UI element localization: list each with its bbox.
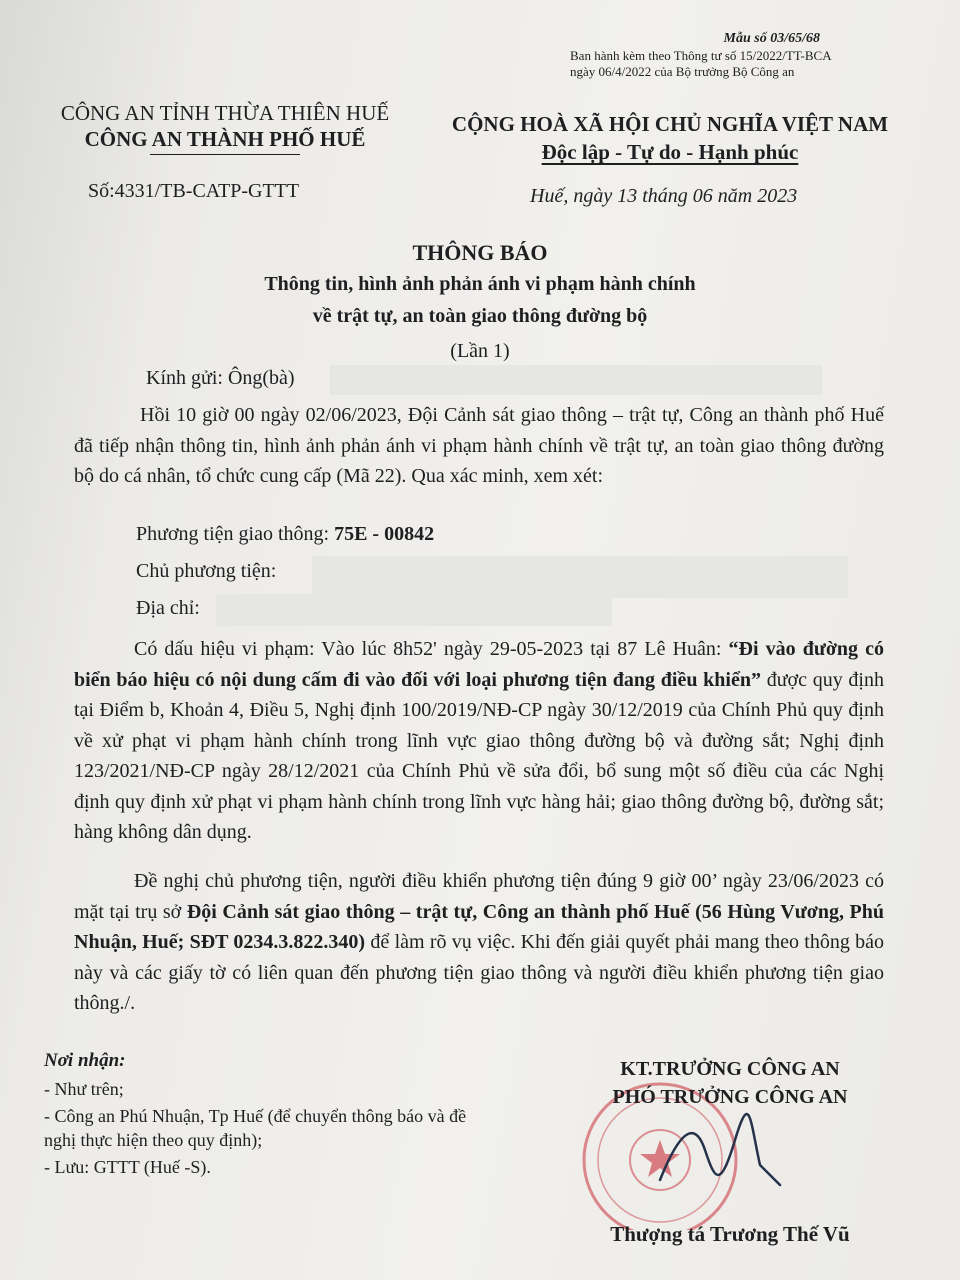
request-instructions: để làm rõ vụ việc. Khi đến giải quyết phải mang theo thông báo này và các giấy tờ có liên quan đến phương tiện giao thông và người điều khiển phương tiện giao thông./. [74, 931, 885, 1014]
violation-legal-basis: được quy định tại Điểm b, Khoản 4, Điều 5, Nghị định 100/2019/NĐ-CP ngày 30/12/2019 của Chính Phủ quy định về xử phạt vi phạm hành chính trong lĩnh vực giao thông đường bộ và đường sắt; Nghị định 123/2021/NĐ-CP ngày 28/12/2021 của Chính Phủ về sửa đổi, bổ sung một số điều của các Nghị định quy định xử phạt vi phạm hành chính trong lĩnh vực hàng hải; giao thông đường bộ, đường sắt; hàng không dân dụng. [74, 668, 884, 843]
vehicle-label: Phương tiện giao thông: [136, 523, 330, 545]
request-location: Đội Cảnh sát giao thông – trật tự, Công an thành phố Huế (56 Hùng Vương, Phú Nhuận, Huế; SĐT 0234.3.822.340) [74, 900, 884, 953]
recipient-item: - Công an Phú Nhuận, Tp Huế (để chuyển thông báo và đề nghị thực hiện theo quy định); [44, 1106, 467, 1150]
request-paragraph [74, 866, 884, 1019]
document-number: Số:4331/TB-CATP-GTTT [88, 180, 300, 202]
recipient-item: - Như trên; [44, 1079, 124, 1099]
issuing-office: CÔNG AN THÀNH PHỐ HUẾ [84, 127, 366, 151]
form-code: Mẫu số 03/65/68 [723, 31, 820, 46]
document-title: THÔNG BÁO [412, 240, 548, 265]
handwritten-signature-icon [650, 1110, 790, 1200]
office-underline [150, 154, 300, 155]
greeting: Kính gửi: Ông(bà) [146, 367, 295, 389]
intro-paragraph: Hồi 10 giờ 00 ngày 02/06/2023, Đội Cảnh sát giao thông – trật tự, Công an thành phố Huế đã tiếp nhận thông tin, hình ảnh phản ánh vi phạm hành chính về trật tự, an toàn giao thông đường bộ do cá nhân, tổ chức cung cấp (Mã 22). Qua xác minh, xem xét: [74, 404, 884, 487]
violation-time-place: Có dấu hiệu vi phạm: Vào lúc 8h52' ngày 29-05-2023 tại 87 Lê Huân: [134, 638, 722, 660]
form-reference [560, 30, 890, 80]
license-plate: 75E - 00842 [334, 523, 435, 545]
vehicle-row [136, 523, 434, 546]
request-schedule: Đề nghị chủ phương tiện, người điều khiển phương tiện đúng 9 giờ 00’ ngày 23/06/2023 có mặt tại trụ sở [74, 870, 884, 923]
recipients-title: Nơi nhận: [44, 1050, 126, 1071]
address-label: Địa chỉ: [136, 597, 200, 619]
signatory-title-line-1: KT.TRƯỞNG CÔNG AN [620, 1058, 840, 1080]
national-motto: Độc lập - Tự do - Hạnh phúc [541, 140, 799, 164]
signatory-title-line-2: PHÓ TRƯỞNG CÔNG AN [612, 1086, 848, 1108]
issuing-agency-block [40, 100, 410, 155]
redacted-recipient-name [330, 365, 822, 395]
parent-agency: CÔNG AN TỈNH THỪA THIÊN HUẾ [60, 101, 390, 125]
signer-name: Thượng tá Trương Thế Vũ [610, 1222, 850, 1246]
owner-row [136, 560, 276, 583]
national-header-block [430, 110, 910, 166]
document-subtitle-2: về trật tự, an toàn giao thông đường bộ [312, 305, 648, 327]
recipient-item: - Lưu: GTTT (Huế -S). [44, 1157, 211, 1177]
form-issuance-line-1: Ban hành kèm theo Thông tư số 15/2022/TT-BCA [570, 48, 832, 63]
violation-description: “Đi vào đường có biển báo hiệu có nội dung cấm đi vào đối với loại phương tiện đang điều khiển” [74, 638, 884, 691]
signatory-title-block [560, 1055, 900, 1111]
owner-label: Chủ phương tiện: [136, 560, 277, 582]
form-issuance-line-2: ngày 06/4/2022 của Bộ trưởng Bộ Công an [570, 64, 795, 79]
violation-paragraph [74, 634, 884, 848]
redacted-address [216, 594, 612, 626]
place-and-date: Huế, ngày 13 tháng 06 năm 2023 [530, 185, 798, 207]
nation-name: CỘNG HOÀ XÃ HỘI CHỦ NGHĨA VIỆT NAM [451, 112, 889, 136]
attempt-number: (Lần 1) [450, 340, 510, 362]
redacted-owner-name [312, 556, 848, 598]
address-row [136, 597, 200, 620]
document-subtitle-1: Thông tin, hình ảnh phản ánh vi phạm hành chính [264, 273, 696, 295]
